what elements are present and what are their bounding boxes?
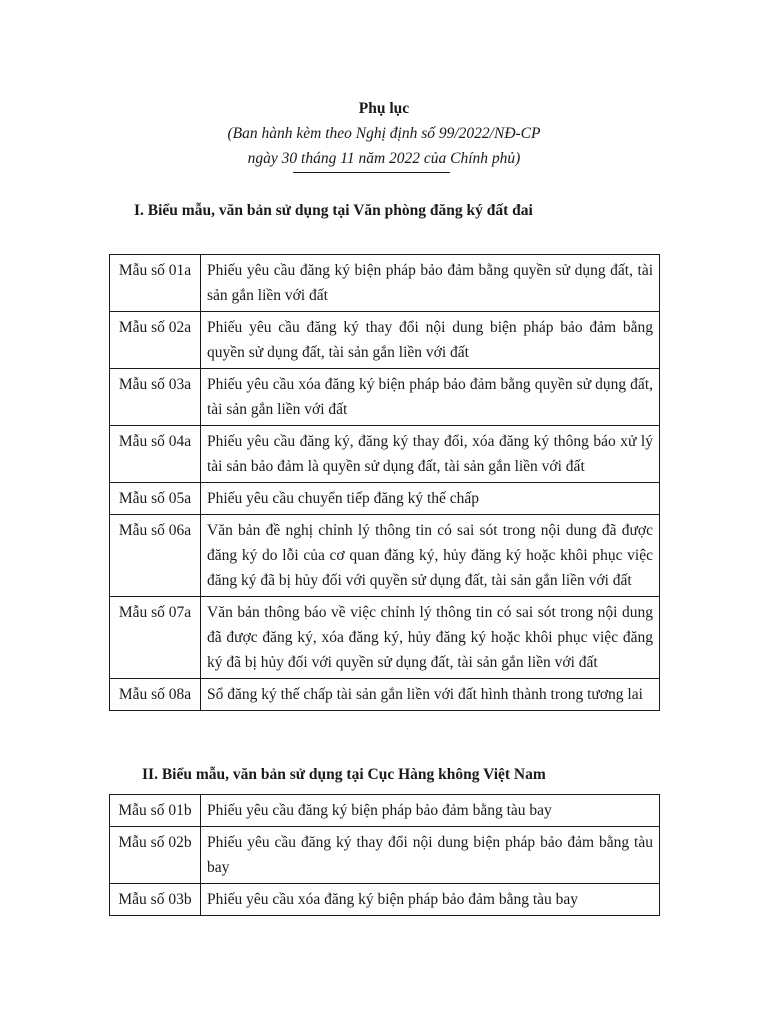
- appendix-subtitle-line-2: ngày 30 tháng 11 năm 2022 của Chính phủ): [247, 150, 521, 167]
- form-description: Văn bản thông báo về việc chỉnh lý thông tin có sai sót trong nội dung đã được đăng ký, xóa đăng ký, hủy đăng ký hoặc khôi phục việc đăng ký đã bị hủy đối với quyền sử dụng đất, tài sản gắn liền với đất: [201, 597, 660, 679]
- table-row: [110, 369, 660, 426]
- table-row: [110, 483, 660, 515]
- form-description: Phiếu yêu cầu đăng ký, đăng ký thay đổi, xóa đăng ký thông báo xử lý tài sản bảo đảm là quyền sử dụng đất, tài sản gắn liền với đất: [201, 426, 660, 483]
- form-description: Sổ đăng ký thế chấp tài sản gắn liền với đất hình thành trong tương lai: [201, 679, 660, 711]
- table-row: [110, 597, 660, 679]
- form-description: Phiếu yêu cầu xóa đăng ký biện pháp bảo đảm bằng tàu bay: [201, 884, 660, 916]
- appendix-subtitle-line-1: (Ban hành kèm theo Nghị định số 99/2022/NĐ-CP: [227, 125, 541, 142]
- appendix-title: Phụ lục: [358, 100, 410, 117]
- form-code: Mẫu số 05a: [110, 483, 201, 515]
- form-description: Phiếu yêu cầu đăng ký thay đổi nội dung biện pháp bảo đảm bằng tàu bay: [201, 827, 660, 884]
- form-description: Phiếu yêu cầu xóa đăng ký biện pháp bảo đảm bằng quyền sử dụng đất, tài sản gắn liền với đất: [201, 369, 660, 426]
- form-code: Mẫu số 03b: [110, 884, 201, 916]
- section-2-heading: II. Biểu mẫu, văn bản sử dụng tại Cục Hàng không Việt Nam: [142, 766, 546, 783]
- section-1-heading: I. Biểu mẫu, văn bản sử dụng tại Văn phòng đăng ký đất đai: [134, 202, 533, 219]
- table-row: [110, 255, 660, 312]
- table-row: [110, 515, 660, 597]
- form-description: Phiếu yêu cầu đăng ký thay đổi nội dung biện pháp bảo đảm bằng quyền sử dụng đất, tài sản gắn liền với đất: [201, 312, 660, 369]
- table-row: [110, 884, 660, 916]
- form-description: Phiếu yêu cầu đăng ký biện pháp bảo đảm bằng tàu bay: [201, 795, 660, 827]
- form-code: Mẫu số 07a: [110, 597, 201, 679]
- form-description: Phiếu yêu cầu đăng ký biện pháp bảo đảm bằng quyền sử dụng đất, tài sản gắn liền với đất: [201, 255, 660, 312]
- form-code: Mẫu số 01a: [110, 255, 201, 312]
- table-row: [110, 426, 660, 483]
- form-code: Mẫu số 01b: [110, 795, 201, 827]
- form-code: Mẫu số 06a: [110, 515, 201, 597]
- form-description: Phiếu yêu cầu chuyển tiếp đăng ký thế chấp: [201, 483, 660, 515]
- table-row: [110, 679, 660, 711]
- table-row: [110, 827, 660, 884]
- form-code: Mẫu số 03a: [110, 369, 201, 426]
- section-2-forms-table: [109, 794, 660, 916]
- form-description: Văn bản đề nghị chỉnh lý thông tin có sai sót trong nội dung đã được đăng ký do lỗi của cơ quan đăng ký, hủy đăng ký hoặc khôi phục việc đăng ký đã bị hủy đối với quyền sử dụng đất, tài sản gắn liền với đất: [201, 515, 660, 597]
- table-row: [110, 795, 660, 827]
- form-code: Mẫu số 02b: [110, 827, 201, 884]
- form-code: Mẫu số 04a: [110, 426, 201, 483]
- subtitle-divider: [293, 172, 450, 173]
- form-code: Mẫu số 02a: [110, 312, 201, 369]
- table-row: [110, 312, 660, 369]
- form-code: Mẫu số 08a: [110, 679, 201, 711]
- section-1-forms-table: [109, 254, 660, 711]
